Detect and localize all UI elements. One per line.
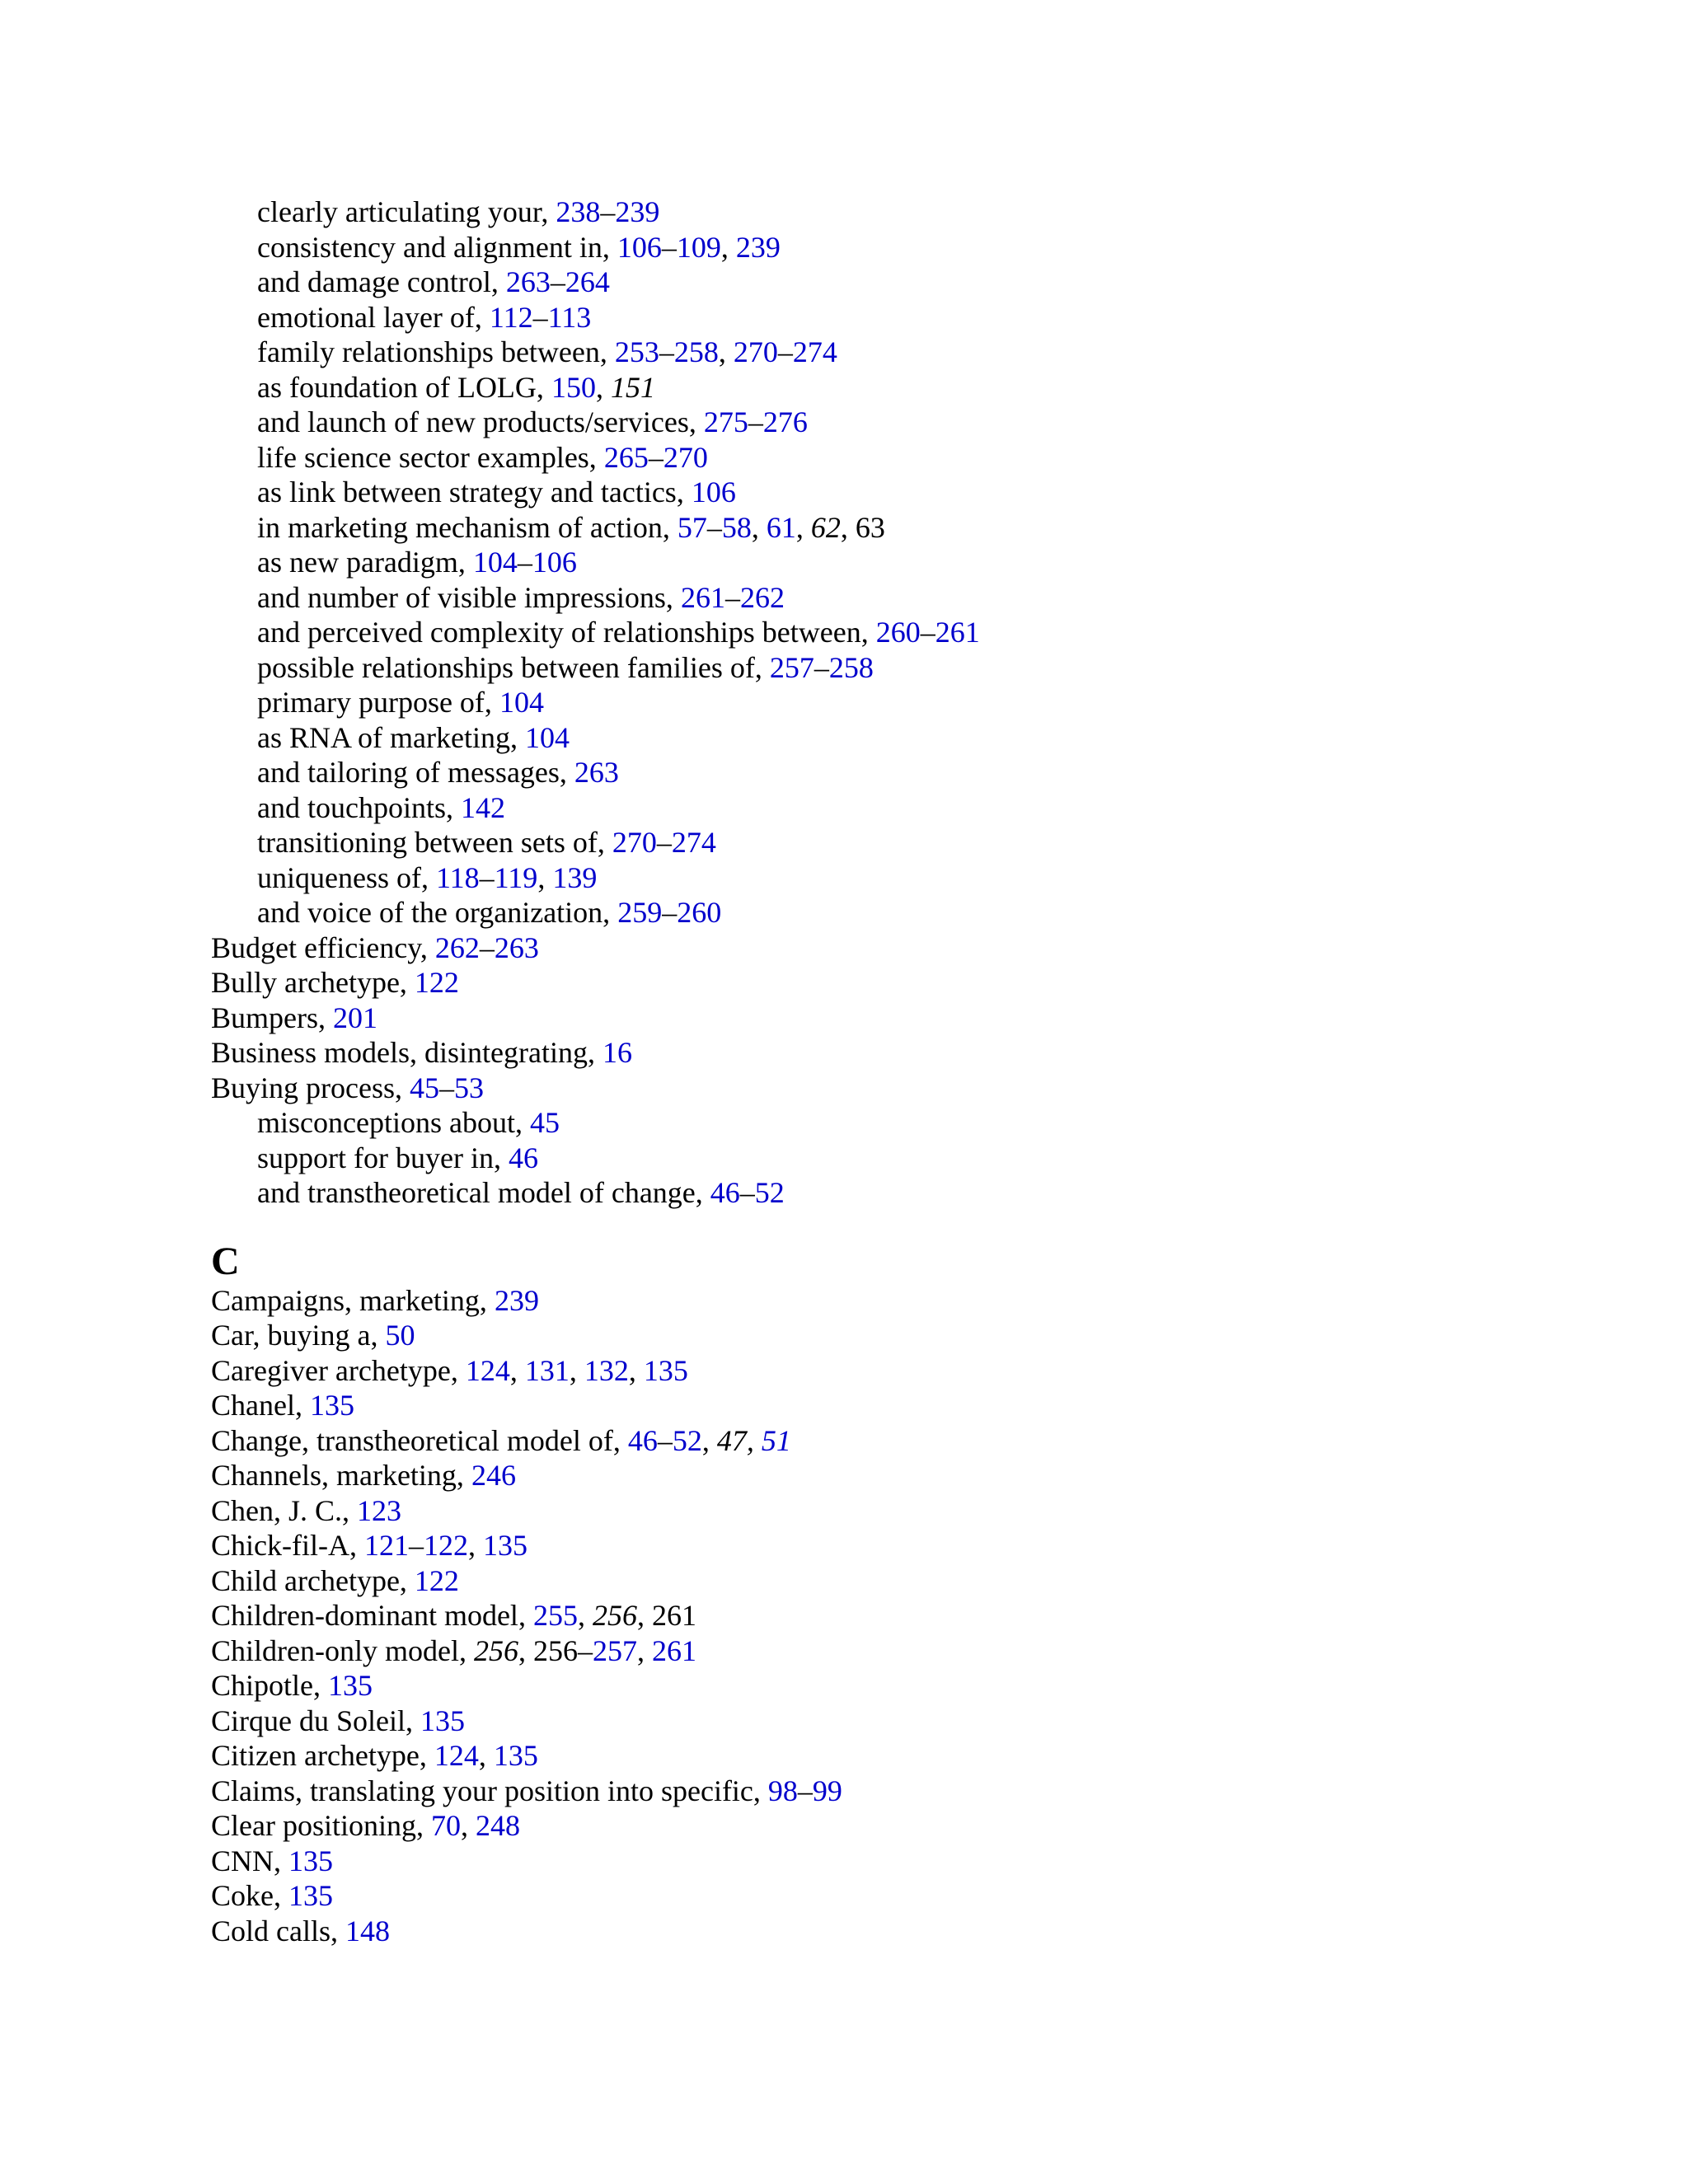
page-ref-link[interactable]: 106 [691,476,736,509]
page-ref-link[interactable]: 239 [735,230,781,264]
page-ref-link[interactable]: 135 [309,1389,354,1422]
ref-text: , [718,335,734,368]
page-ref-link[interactable]: 112 [489,300,533,334]
ref-text: – [532,300,548,334]
ref-text: , [467,1529,483,1562]
ref-text: , [537,860,553,894]
index-term: Children-only model, [211,1633,474,1667]
ref-text: – [479,930,495,964]
page-ref-link[interactable]: 261 [680,580,725,614]
page-ref-link[interactable]: 139 [552,860,598,894]
index-term: Coke, [211,1879,288,1912]
page-ref-link[interactable]: 45 [409,1071,439,1104]
page-ref-link[interactable]: 142 [460,790,505,824]
ref-text: 47 [716,1423,747,1457]
index-subentry [211,650,1612,686]
index-subentry [211,580,1612,616]
page-ref-link[interactable]: 238 [556,195,601,228]
page-ref-link[interactable]: 46 [627,1423,658,1457]
index-entry [211,1914,1612,1949]
ref-text: – [662,896,678,929]
page-ref-link[interactable]: 255 [532,1599,578,1632]
index-term: emotional layer of, [257,300,490,334]
index-entry [211,1563,1612,1599]
ref-text: 256 [473,1633,518,1667]
index-term: and launch of new products/services, [257,405,704,438]
page-ref-link[interactable]: 53 [453,1071,484,1104]
index-subentry [211,230,1612,265]
page-ref-link[interactable]: 259 [617,896,663,929]
index-term: and touchpoints, [257,790,461,824]
index-term: Chick-fil-A, [211,1529,364,1562]
ref-text: – [739,1176,755,1209]
index-subentry [211,335,1612,370]
index-entry [211,1458,1612,1493]
index-subentry [211,440,1612,476]
index-term: family relationships between, [257,335,615,368]
page-ref-link[interactable]: 109 [676,230,721,264]
index-entry [211,1283,1612,1319]
index-term: as foundation of LOLG, [257,370,551,404]
page-ref-link[interactable]: 262 [434,930,480,964]
page-ref-link[interactable]: 46 [508,1141,538,1174]
page-ref-link[interactable]: 135 [288,1879,333,1912]
index-subentry [211,825,1612,860]
ref-text: – [661,230,677,264]
page-ref-link[interactable]: 246 [471,1459,516,1492]
page-ref-link[interactable]: 124 [465,1353,510,1387]
ref-text: , [746,1423,762,1457]
ref-text: , [720,230,736,264]
index-term: and number of visible impressions, [257,580,681,614]
index-term: and perceived complexity of relationships between, [257,616,876,649]
page-ref-link[interactable]: 276 [762,405,808,438]
ref-text: – [648,440,663,474]
index-entry [211,1738,1612,1774]
ref-text: , [595,370,611,404]
page-ref-link[interactable]: 16 [602,1036,632,1069]
index-term: as link between strategy and tactics, [257,476,692,509]
index-term: and voice of the organization, [257,896,618,929]
index-term: support for buyer in, [257,1141,509,1174]
index-subentry [211,895,1612,930]
ref-text: , 261 [636,1599,696,1632]
page-ref-link[interactable]: 258 [673,335,719,368]
index-term: transitioning between sets of, [257,826,612,859]
page-ref-link[interactable]: 58 [721,510,752,544]
ref-text: , [460,1809,476,1842]
ref-text: – [550,265,565,298]
page-ref-link[interactable]: 106 [617,230,662,264]
index-term: Chanel, [211,1389,310,1422]
index-term: Channels, marketing, [211,1459,471,1492]
page-ref-link[interactable]: 274 [671,826,716,859]
page-ref-link[interactable]: 248 [475,1809,520,1842]
index-term: primary purpose of, [257,686,499,719]
ref-text: – [797,1774,813,1807]
index-list [211,194,1612,1948]
page-ref-link[interactable]: 135 [288,1844,334,1877]
page-ref-link[interactable]: 275 [703,405,748,438]
index-term: and damage control, [257,265,506,298]
index-term: in marketing mechanism of action, [257,510,678,544]
ref-text: , 63 [840,510,885,544]
index-term: uniqueness of, [257,860,436,894]
index-term: Children-dominant model, [211,1599,533,1632]
page-ref-link[interactable]: 113 [547,300,592,334]
ref-text: – [479,860,495,894]
index-subentry [211,194,1612,230]
ref-text: – [657,1423,673,1457]
index-entry [211,1493,1612,1529]
index-term: possible relationships between families of, [257,650,770,684]
page-ref-link[interactable]: 104 [499,686,544,719]
ref-text: , 256– [518,1633,593,1667]
page-ref-link[interactable]: 260 [677,896,722,929]
index-term: Claims, translating your position into specific, [211,1774,768,1807]
index-subentry [211,405,1612,440]
index-entry [211,965,1612,1001]
index-entry [211,1388,1612,1423]
ref-text: 151 [610,370,655,404]
index-subentry [211,755,1612,790]
page-ref-link[interactable]: 257 [769,650,814,684]
page-ref-link[interactable]: 132 [584,1353,629,1387]
index-term: Clear positioning, [211,1809,431,1842]
index-section-letter: C [211,1239,240,1283]
index-subentry [211,720,1612,756]
index-entry [211,1774,1612,1809]
index-entry [211,1318,1612,1353]
index-subentry [211,615,1612,650]
ref-text: – [920,616,935,649]
index-term: Cold calls, [211,1914,345,1947]
page-ref-link[interactable]: 52 [672,1423,702,1457]
ref-text: 62 [810,510,841,544]
ref-text: – [656,826,672,859]
index-entry [211,1035,1612,1071]
page-ref-link[interactable]: 123 [357,1493,402,1527]
index-entry [211,1001,1612,1036]
page-ref-link[interactable]: 270 [663,440,708,474]
index-term: Campaigns, marketing, [211,1283,495,1317]
ref-text: , [701,1423,717,1457]
page-ref-link[interactable]: 253 [614,335,659,368]
index-term: life science sector examples, [257,440,604,474]
index-subentry [211,510,1612,546]
page-ref-link[interactable]: 262 [739,580,785,614]
index-term: consistency and alignment in, [257,230,617,264]
ref-text: – [748,405,763,438]
index-term: Chen, J. C., [211,1493,358,1527]
page-ref-link[interactable]: 239 [615,195,660,228]
page-ref-link[interactable]: 239 [494,1283,539,1317]
page-ref-link[interactable]: 261 [651,1633,696,1667]
page-ref-link[interactable]: 122 [414,966,459,999]
page-ref-link[interactable]: 70 [430,1809,461,1842]
index-term: Caregiver archetype, [211,1353,466,1387]
index-subentry [211,1105,1612,1141]
page-ref-link[interactable]: 118 [435,860,480,894]
index-subentry [211,1141,1612,1176]
index-term: Cirque du Soleil, [211,1704,420,1737]
page-ref-link[interactable]: 98 [767,1774,798,1807]
page-ref-link[interactable]: 121 [363,1529,409,1562]
page-ref-link[interactable]: 274 [792,335,837,368]
page-ref-link[interactable]: 201 [333,1001,377,1034]
index-entry [211,1423,1612,1459]
page-ref-link[interactable]: 257 [592,1633,637,1667]
index-entry [211,1598,1612,1633]
index-subentry [211,1175,1612,1211]
ref-text: – [600,195,616,228]
page-ref-link[interactable]: 124 [434,1739,479,1772]
page-ref-link[interactable]: 263 [494,930,539,964]
index-entry [211,1071,1612,1106]
ref-text: – [777,335,793,368]
index-term: and transtheoretical model of change, [257,1176,710,1209]
page-ref-link[interactable]: 122 [414,1563,459,1597]
ref-text: – [659,335,674,368]
ref-text: , [509,1353,525,1387]
ref-text: 256 [592,1599,637,1632]
index-term: misconceptions about, [257,1106,530,1139]
index-subentry [211,545,1612,580]
index-term: and tailoring of messages, [257,756,574,789]
index-term: as new paradigm, [257,546,473,579]
ref-text: , [751,510,767,544]
page-ref-link[interactable]: 263 [574,756,619,789]
index-entry [211,1704,1612,1739]
page-ref-link[interactable]: 135 [643,1353,688,1387]
ref-text: , [569,1353,584,1387]
ref-text: – [706,510,722,544]
ref-text: – [408,1529,424,1562]
page-ref-link[interactable]: 270 [612,826,657,859]
index-entry [211,1633,1612,1669]
page-ref-link[interactable]: 57 [677,510,707,544]
ref-text: , [795,510,811,544]
index-subentry [211,790,1612,826]
page-ref-link[interactable]: 104 [472,546,518,579]
index-entry [211,1668,1612,1704]
ref-text: – [814,650,829,684]
index-subentry [211,265,1612,300]
page-ref-link[interactable]: 260 [875,616,921,649]
index-entry [211,1844,1612,1879]
page-ref-link[interactable]: 135 [482,1529,528,1562]
ref-text: – [724,580,740,614]
index-entry [211,930,1612,966]
index-term: Bumpers, [211,1001,333,1034]
page-ref-link[interactable]: 106 [532,546,577,579]
page-ref-link[interactable]: 150 [551,370,596,404]
page-ref-link[interactable]: 119 [494,860,538,894]
page-ref-link[interactable]: 104 [524,720,570,754]
ref-text: – [517,546,532,579]
page-ref-link[interactable]: 258 [828,650,874,684]
page-ref-link[interactable]: 50 [385,1319,415,1352]
page-ref-link[interactable]: 135 [493,1739,538,1772]
index-term: CNN, [211,1844,289,1877]
index-entry [211,1528,1612,1563]
index-entry [211,1353,1612,1389]
index-term: Change, transtheoretical model of, [211,1423,628,1457]
page-ref-link[interactable]: 135 [420,1704,465,1737]
index-subentry [211,475,1612,510]
index-subentry [211,860,1612,896]
index-term: Citizen archetype, [211,1739,434,1772]
index-term: Business models, disintegrating, [211,1036,603,1069]
page-ref-link[interactable]: 263 [505,265,551,298]
page-ref-link[interactable]: 99 [812,1774,842,1807]
index-subentry [211,300,1612,335]
page-ref-link[interactable]: 135 [328,1669,373,1702]
ref-text: , [628,1353,644,1387]
index-term: Child archetype, [211,1563,415,1597]
index-term: Bully archetype, [211,966,415,999]
ref-text: , [478,1739,494,1772]
index-subentry [211,370,1612,405]
page-ref-link[interactable]: 261 [935,616,980,649]
page-ref-link[interactable]: 45 [529,1106,560,1139]
index-term: as RNA of marketing, [257,720,525,754]
page-ref-link[interactable]: 122 [423,1529,468,1562]
page-ref-link[interactable]: 148 [345,1914,390,1947]
ref-text: – [438,1071,454,1104]
index-term: Buying process, [211,1071,410,1104]
index-term: clearly articulating your, [257,195,556,228]
page-ref-link[interactable]: 46 [710,1176,740,1209]
index-term: Car, buying a, [211,1319,386,1352]
page-ref-link[interactable]: 265 [603,440,649,474]
page-ref-link[interactable]: 52 [754,1176,785,1209]
page-ref-link[interactable]: 131 [524,1353,570,1387]
page-ref-link[interactable]: 264 [565,265,610,298]
page-ref-link[interactable]: 61 [766,510,796,544]
ref-text: , [577,1599,593,1632]
index-entry [211,1878,1612,1914]
ref-text: , [636,1633,652,1667]
page-ref-link[interactable]: 51 [761,1423,791,1457]
page-ref-link[interactable]: 270 [733,335,778,368]
index-subentry [211,685,1612,720]
index-entry [211,1808,1612,1844]
index-term: Chipotle, [211,1669,328,1702]
index-term: Budget efficiency, [211,930,435,964]
